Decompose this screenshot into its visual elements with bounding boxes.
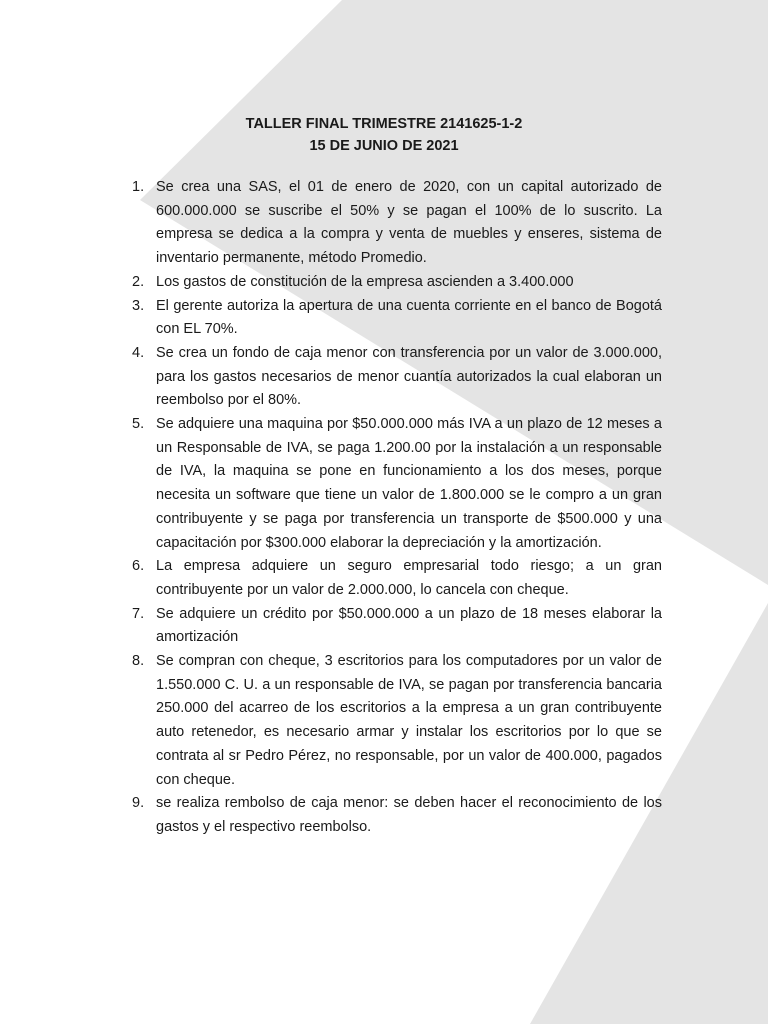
item-text: Se crea una SAS, el 01 de enero de 2020, con un capital autorizado de 600.000.000 se suscribe el 50% y se pagan el 100% de lo suscrito. La empresa se dedica a la compra y venta de muebles y enseres, sistema de inventario permanente, método Promedio.	[156, 179, 662, 267]
item-text: La empresa adquiere un seguro empresarial todo riesgo; a un gran contribuyente por un valor de 2.000.000, lo cancela con cheque.	[156, 558, 662, 598]
list-item	[132, 413, 662, 555]
item-text: Se adquiere un crédito por $50.000.000 a un plazo de 18 meses elaborar la amortización	[156, 605, 662, 646]
exercise-list	[132, 176, 662, 840]
list-item	[132, 603, 662, 650]
item-text: Se crea un fondo de caja menor con transferencia por un valor de 3.000.000, para los gastos necesarios de menor cuantía autorizados la cual elaboran un reembolso por el 80%.	[156, 344, 662, 409]
item-number: 4.	[132, 344, 145, 361]
item-number: 7.	[132, 605, 145, 622]
item-number: 8.	[132, 653, 145, 670]
item-number: 5.	[132, 416, 145, 433]
list-item	[132, 555, 662, 602]
item-text: Los gastos de constitución de la empresa ascienden a 3.400.000	[156, 273, 574, 290]
document-date: 15 DE JUNIO DE 2021	[309, 138, 459, 154]
list-item	[132, 650, 662, 792]
list-item	[132, 176, 662, 271]
list-item	[132, 792, 662, 839]
item-text: se realiza rembolso de caja menor: se deben hacer el reconocimiento de los gastos y el respectivo reembolso.	[156, 795, 662, 835]
item-text: El gerente autoriza la apertura de una cuenta corriente en el banco de Bogotá con EL 70%.	[156, 297, 662, 338]
list-item	[132, 295, 662, 342]
document-header	[0, 113, 768, 157]
list-item	[132, 271, 662, 295]
item-text: Se adquiere una maquina por $50.000.000 más IVA a un plazo de 12 meses a un Responsable de IVA, se paga 1.200.00 por la instalación a un responsable de IVA, la maquina se pone en funcionamiento a los dos meses, porque necesita un software que tiene un valor de 1.800.000 se le compro a un gran contribuyente y se paga por transferencia un transporte de $500.000 y una capacitación por $300.000 elaborar la depreciación y la amortización.	[156, 416, 662, 551]
item-text: Se compran con cheque, 3 escritorios para los computadores por un valor de 1.550.000 C. U. a un responsable de IVA, se pagan por transferencia bancaria 250.000 del acarreo de los escritorios a la empresa a un gran contribuyente auto retenedor, es necesario armar y instalar los escritorios por lo que se contrata al sr Pedro Pérez, no responsable, por un valor de 400.000, pagados con cheque.	[156, 653, 662, 788]
item-number: 6.	[132, 558, 145, 575]
item-number: 2.	[132, 273, 145, 290]
document-title: TALLER FINAL TRIMESTRE 2141625-1-2	[245, 116, 523, 132]
item-number: 3.	[132, 297, 145, 314]
list-item	[132, 342, 662, 413]
item-number: 1.	[132, 179, 145, 195]
item-number: 9.	[132, 795, 145, 812]
